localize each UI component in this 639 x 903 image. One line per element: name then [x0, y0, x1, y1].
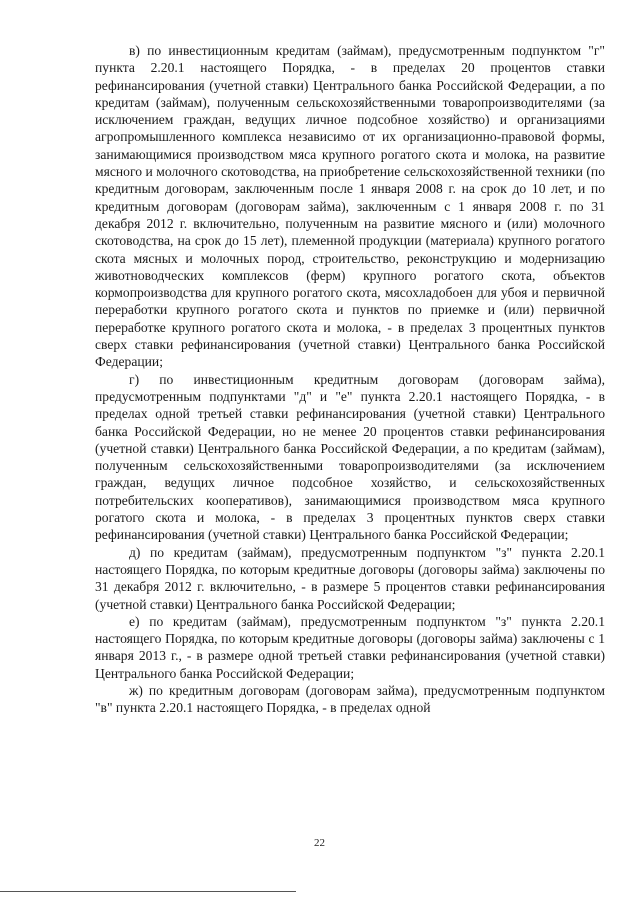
footer-divider	[0, 891, 296, 892]
paragraph-e: е) по кредитам (займам), предусмотренным подпунктом "з" пункта 2.20.1 настоящего Порядка, по которым кредитные договоры (договоры займа) заключены с 1 января 2013 г., - в размере одной третьей ставки рефинансирования (учетной ставки) Центрального банка Российской Федерации;	[95, 613, 605, 681]
document-body	[95, 42, 605, 717]
paragraph-d: д) по кредитам (займам), предусмотренным подпунктом "з" пункта 2.20.1 настоящего Порядка, по которым кредитные договоры (договоры займа) заключены по 31 декабря 2012 г. включительно, - в размере 5 процентов ставки рефинансирования (учетной ставки) Центрального банка Российской Федерации;	[95, 544, 605, 612]
page-number: 22	[314, 837, 325, 849]
paragraph-zh: ж) по кредитным договорам (договорам займа), предусмотренным подпунктом "в" пункта 2.20.1 настоящего Порядка, - в пределах одной	[95, 682, 605, 716]
paragraph-g: г) по инвестиционным кредитным договорам (договорам займа), предусмотренным подпунктами "д" и "е" пункта 2.20.1 настоящего Порядка, - в пределах одной третьей ставки рефинансирования (учетной ставки) Центрального банка Российской Федерации, но не менее 20 процентов ставки рефинансирования (учетной ставки) Центрального банка Российской Федерации, а по кредитам (займам), полученным сельскохозяйственными товаропроизводителями (за исключением граждан, ведущих личное подсобное хозяйство, и сельскохозяйственных потребительских кооперативов), занимающимися производством мяса крупного рогатого скота и молока, - в пределах 3 процентных пунктов сверх ставки рефинансирования (учетной ставки) Центрального банка Российской Федерации;	[95, 371, 605, 543]
paragraph-v: в) по инвестиционным кредитам (займам), предусмотренным подпунктом "г" пункта 2.20.1 настоящего Порядка, - в пределах 20 процентов ставки рефинансирования (учетной ставки) Центрального банка Российской Федерации, а по кредитам (займам), полученным сельскохозяйственными товаропроизводителями (за исключением граждан, ведущих личное подсобное хозяйство) и организациями агропромышленного комплекса независимо от их организационно-правовой формы, занимающимися производством мяса крупного рогатого скота и молока, на развитие мясного и молочного скотоводства, на приобретение сельскохозяйственной техники (по кредитным договорам, заключенным после 1 января 2008 г. на срок до 10 лет, и по кредитным договорам (договорам займа), заключенным с 1 января 2008 г. по 31 декабря 2012 г. включительно, полученным на развитие мясного и (или) молочного скотоводства, на срок до 15 лет), племенной продукции (материала) крупного рогатого скота мясных и молочных пород, строительство, реконструкцию и модернизацию животноводческих комплексов (ферм) крупного рогатого скота, объектов кормопроизводства для крупного рогатого скота, мясохладобоен для убоя и первичной переработки крупного рогатого скота и пунктов по приемке и (или) первичной переработке крупного рогатого скота и молока, - в пределах 3 процентных пунктов сверх ставки рефинансирования (учетной ставки) Центрального банка Российской Федерации;	[95, 43, 605, 370]
